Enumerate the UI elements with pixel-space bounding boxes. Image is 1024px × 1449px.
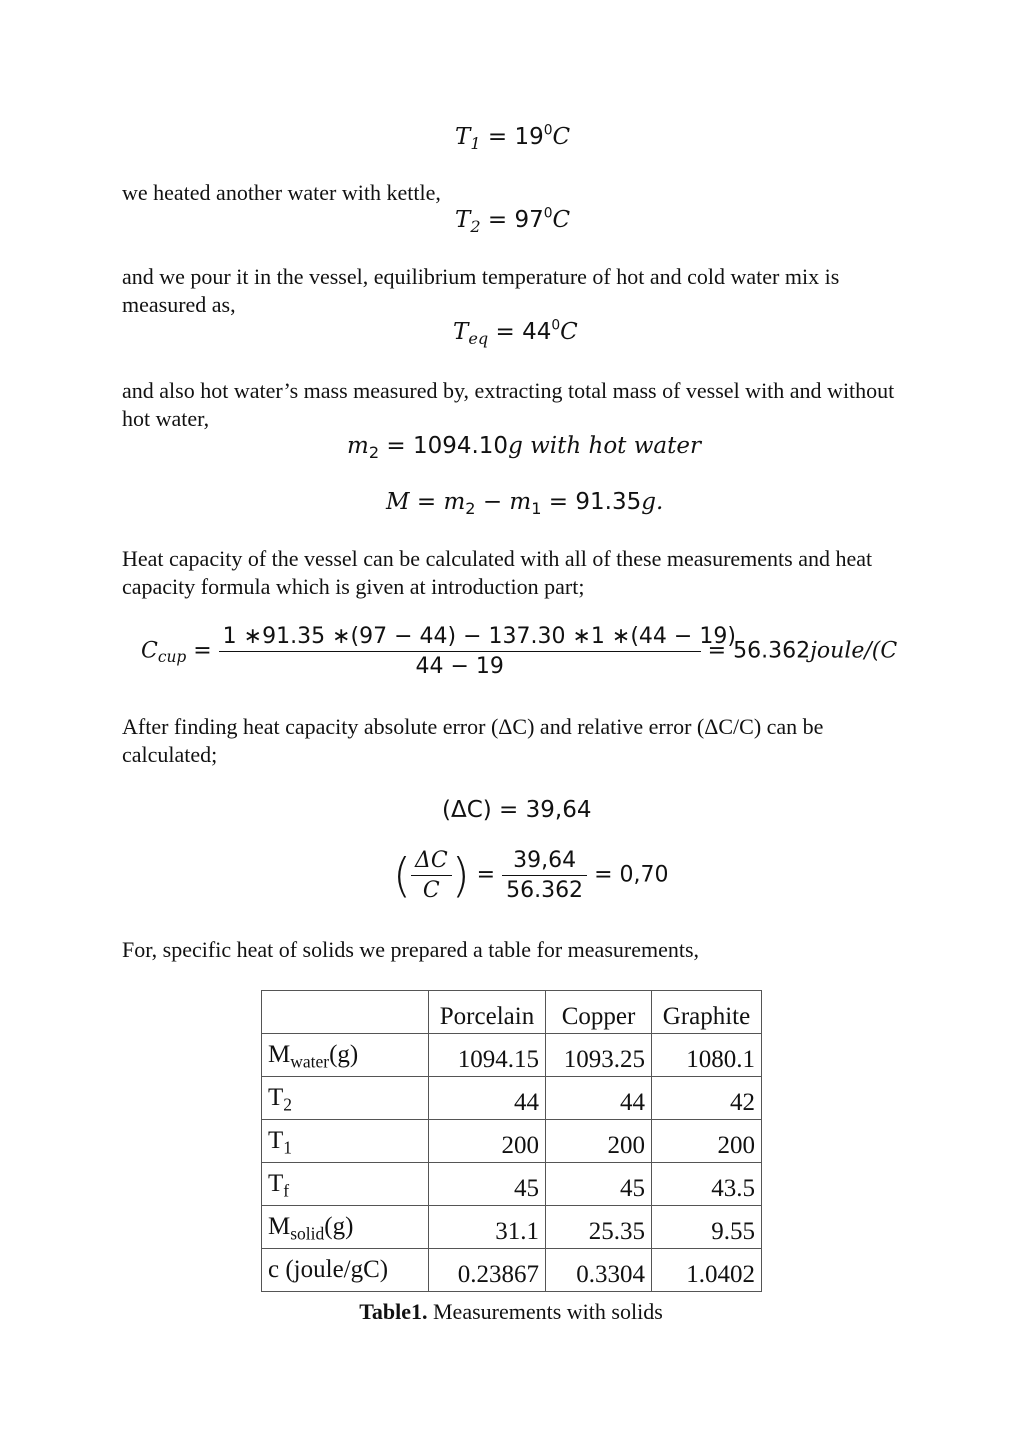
eq-t2-sup: 0 xyxy=(543,205,553,222)
table-cell: 45 xyxy=(429,1163,546,1206)
eq-ccup-sub: cup xyxy=(157,648,187,667)
eq-M-value: = 91.35 xyxy=(541,489,642,515)
table-cell: 1094.15 xyxy=(429,1034,546,1077)
equation-relative-error xyxy=(393,848,668,903)
eq-M-sub1: 1 xyxy=(531,498,542,518)
row-label-main: T xyxy=(268,1084,284,1111)
table-row xyxy=(262,1206,762,1249)
row-label-sub: water xyxy=(290,1051,330,1072)
eq-rel-top: ΔC xyxy=(414,848,448,873)
table-header-graphite: Graphite xyxy=(652,991,762,1034)
paragraph-errors: After finding heat capacity absolute error (ΔC) and relative error (ΔC/C) can be calculated; xyxy=(122,714,824,767)
eq-rel-bottom: C xyxy=(422,878,440,903)
row-label-m-solid xyxy=(262,1206,429,1249)
table-cell: 9.55 xyxy=(652,1206,762,1249)
eq-teq-sup: 0 xyxy=(551,317,561,334)
eq-M-minus: − m xyxy=(475,489,532,515)
table-cell: 44 xyxy=(546,1077,652,1120)
measurements-table xyxy=(261,990,762,1292)
eq-m2-lhs: m xyxy=(347,433,369,459)
table-header-porcelain: Porcelain xyxy=(429,991,546,1034)
eq-rel-eq: = xyxy=(476,862,496,888)
eq-M-unit: g. xyxy=(641,489,664,515)
row-label-sub: f xyxy=(283,1180,290,1201)
caption-text: Measurements with solids xyxy=(427,1299,663,1324)
paragraph-hot-water-mass: and also hot water’s mass measured by, extracting total mass of vessel with and without hot water, xyxy=(122,378,895,431)
row-label-sub: 1 xyxy=(283,1137,293,1158)
row-label-tail: (g) xyxy=(324,1213,354,1240)
eq-rel-paren-close: ) xyxy=(451,848,470,903)
table-row xyxy=(262,1034,762,1077)
row-label-t1 xyxy=(262,1120,429,1163)
eq-rel-paren-open: ( xyxy=(393,848,411,903)
table-row xyxy=(262,1163,762,1206)
equation-m2 xyxy=(347,433,701,462)
table-cell: 1.0402 xyxy=(652,1249,762,1292)
eq-rel-frac-den: 56.362 xyxy=(506,878,584,903)
paragraph-kettle: we heated another water with kettle, xyxy=(122,180,441,205)
eq-ccup-lhs: C xyxy=(141,638,158,664)
eq-t2-value: = 97 xyxy=(487,207,544,233)
table-cell: 42 xyxy=(652,1077,762,1120)
row-label-main: T xyxy=(268,1127,284,1154)
eq-t1-unit: C xyxy=(552,124,571,150)
eq-rel-frac-num: 39,64 xyxy=(513,848,577,873)
eq-t1-symbol: T xyxy=(455,124,471,150)
table-cell: 0.23867 xyxy=(429,1249,546,1292)
equation-t1 xyxy=(455,122,571,153)
eq-rel-result: = 0,70 xyxy=(594,862,669,888)
eq-t1-value: = 19 xyxy=(487,124,544,150)
eq-rel-fraction xyxy=(502,848,587,903)
eq-ccup-eq: = xyxy=(193,638,212,664)
row-label-m-water xyxy=(262,1034,429,1077)
row-label-main: T xyxy=(268,1170,284,1197)
equation-t2 xyxy=(455,205,571,236)
eq-t1-sup: 0 xyxy=(543,122,553,139)
caption-label: Table1. xyxy=(359,1299,428,1324)
table-header-empty xyxy=(262,991,429,1034)
eq-M-sub2: 2 xyxy=(465,498,476,518)
row-label-main: c (joule/gC) xyxy=(268,1256,389,1283)
eq-ccup-fraction xyxy=(219,624,736,679)
paragraph-equilibrium: and we pour it in the vessel, equilibrium temperature of hot and cold water mix is measured as, xyxy=(122,264,840,317)
eq-ccup-result: = 56.362 xyxy=(707,638,811,664)
table-cell: 200 xyxy=(652,1120,762,1163)
row-label-tf xyxy=(262,1163,429,1206)
eq-ccup-numerator: 1 ∗91.35 ∗(97 − 44) − 137.30 ∗1 ∗(44 − 19) xyxy=(222,624,736,649)
eq-teq-value: = 44 xyxy=(495,319,552,345)
eq-teq-unit: C xyxy=(560,319,578,345)
eq-m2-tail: g with hot water xyxy=(508,433,701,459)
table-row xyxy=(262,1249,762,1292)
eq-m2-sub: 2 xyxy=(368,442,380,462)
table-cell: 200 xyxy=(429,1120,546,1163)
row-label-sub: solid xyxy=(290,1223,325,1244)
row-label-specific-heat xyxy=(262,1249,429,1292)
eq-teq-symbol: T xyxy=(453,319,469,345)
eq-ccup-denominator: 44 − 19 xyxy=(415,654,504,679)
equation-teq xyxy=(453,317,578,348)
equation-mass-difference xyxy=(386,489,664,518)
table-header-copper: Copper xyxy=(546,991,652,1034)
eq-t2-unit: C xyxy=(552,207,571,233)
paragraph-heat-capacity: Heat capacity of the vessel can be calculated with all of these measurements and heat capacity formula which is given at introduction part; xyxy=(122,546,873,599)
eq-teq-sub: eq xyxy=(468,328,489,348)
table-row xyxy=(262,1120,762,1163)
eq-ccup-unit: joule/(C xyxy=(810,638,898,664)
eq-rel-paren-fraction xyxy=(411,848,452,903)
row-label-t2 xyxy=(262,1077,429,1120)
table-cell: 1080.1 xyxy=(652,1034,762,1077)
eq-t1-sub: 1 xyxy=(470,133,481,153)
eq-t2-sub: 2 xyxy=(470,216,481,236)
table-caption xyxy=(261,1299,761,1325)
table-cell: 0.3304 xyxy=(546,1249,652,1292)
equation-delta-c: (ΔC) = 39,64 xyxy=(442,797,592,823)
table-cell: 200 xyxy=(546,1120,652,1163)
eq-M-lhs: M xyxy=(386,489,410,515)
row-label-main: M xyxy=(268,1213,291,1240)
row-label-main: M xyxy=(268,1041,291,1068)
row-label-sub: 2 xyxy=(283,1094,293,1115)
table-cell: 25.35 xyxy=(546,1206,652,1249)
eq-t2-symbol: T xyxy=(455,207,471,233)
table-cell: 45 xyxy=(546,1163,652,1206)
table-cell: 43.5 xyxy=(652,1163,762,1206)
table-cell: 1093.25 xyxy=(546,1034,652,1077)
eq-M-mid: = m xyxy=(416,489,466,515)
eq-m2-value: = 1094.10 xyxy=(386,433,509,459)
paragraph-specific-heat: For, specific heat of solids we prepared a table for measurements, xyxy=(122,937,700,962)
table-row xyxy=(262,1077,762,1120)
table-cell: 44 xyxy=(429,1077,546,1120)
equation-c-cup xyxy=(141,624,897,679)
row-label-tail: (g) xyxy=(329,1041,359,1068)
table-cell: 31.1 xyxy=(429,1206,546,1249)
table-header-row xyxy=(262,991,762,1034)
